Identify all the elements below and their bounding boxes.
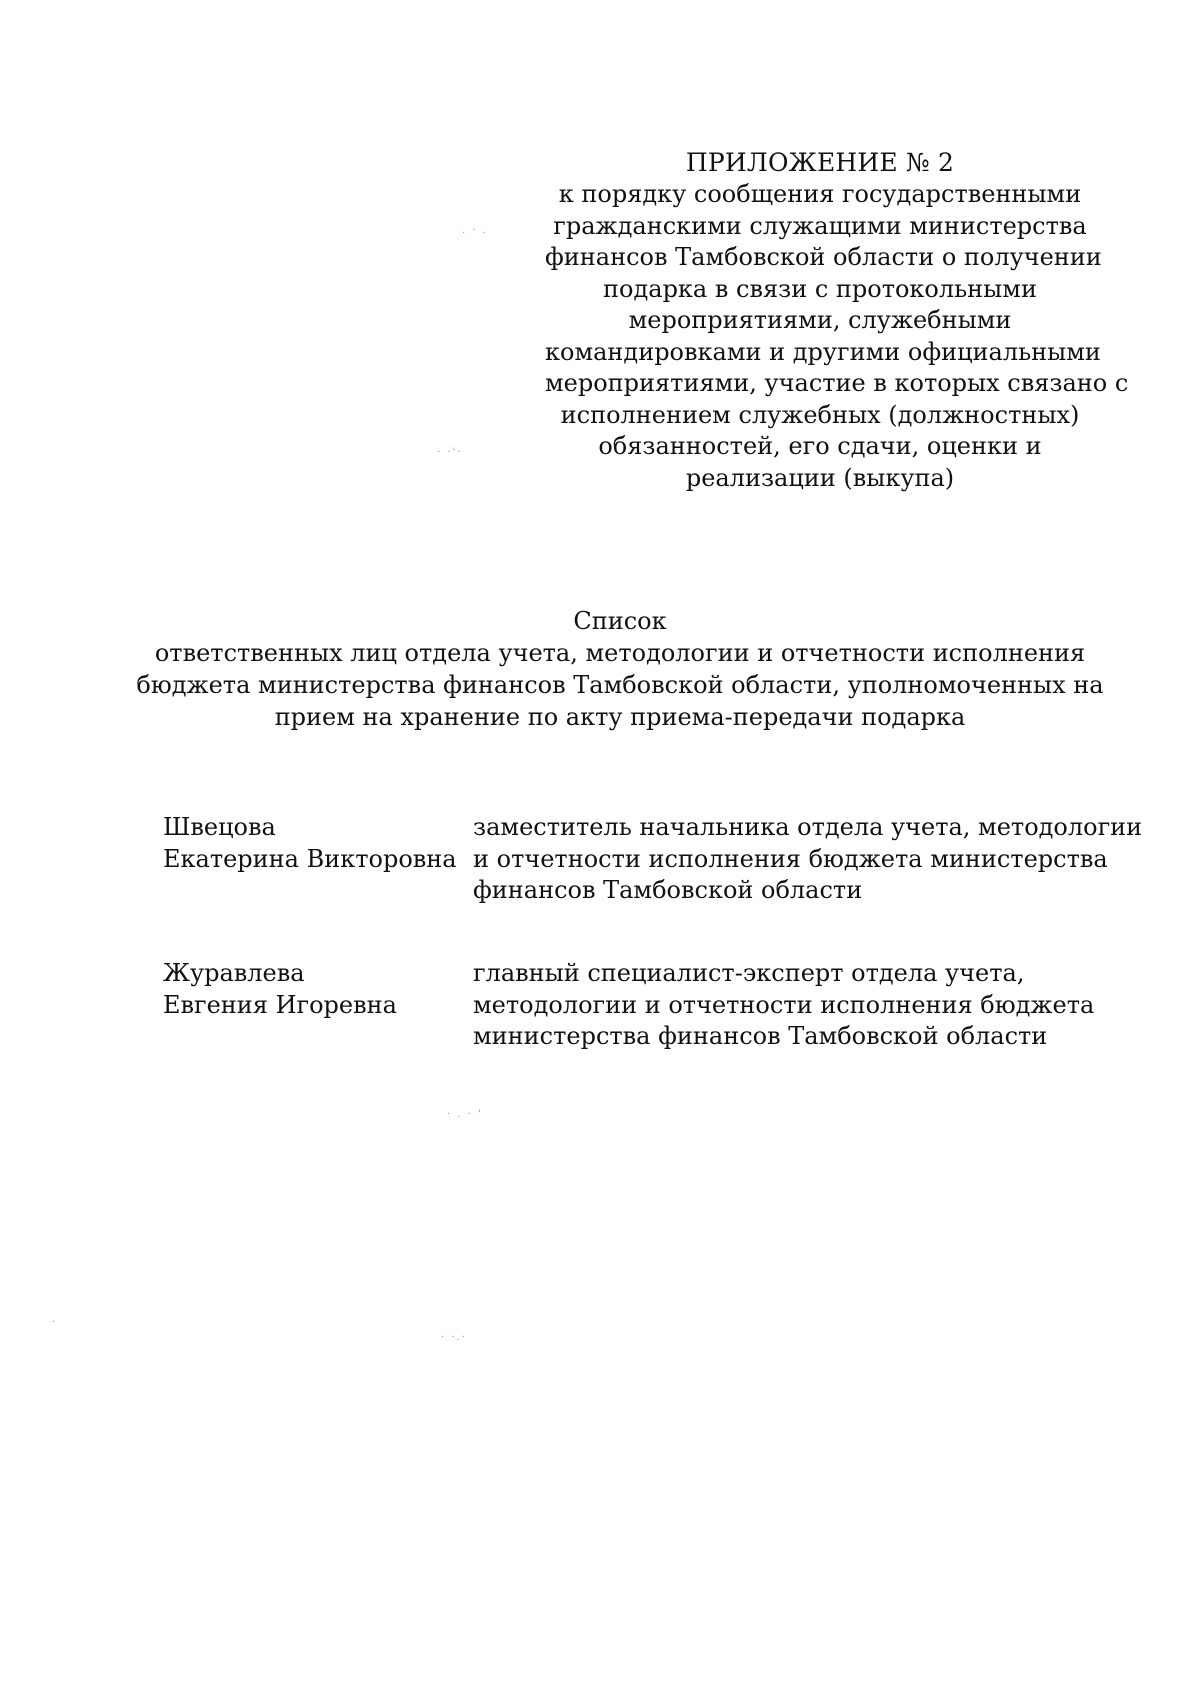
responsible-person-entry [163,958,1103,1068]
person-position [473,958,1103,1053]
appendix-line: к порядку сообщения государственными [558,180,1082,208]
appendix-line: гражданскими служащими министерства [553,211,1087,240]
scan-speck: · ·.· [441,1332,467,1343]
appendix-line: мероприятиями, участие в которых связано с [545,369,1129,397]
list-heading-line: бюджета министерства финансов Тамбовской области, уполномоченных на [136,671,1104,699]
appendix-title: ПРИЛОЖЕНИЕ № 2 [685,148,955,177]
person-given-names: Евгения Игоревна [163,990,397,1019]
position-line: заместитель начальника отдела учета, методологии [473,813,1143,841]
appendix-line: командировками и другими официальными [545,337,1101,366]
scan-speck: · ·'· [437,447,463,458]
appendix-line: реализации (выкупа) [685,463,955,492]
list-heading [120,605,1120,733]
person-position [473,812,1143,907]
appendix-line: мероприятиями, служебными [628,306,1012,334]
appendix-line: подарка в связи с протокольными [603,274,1037,303]
scan-speck: · . · ' [447,1109,483,1120]
appendix-line: исполнением служебных (должностных) [560,400,1080,429]
list-heading-line: ответственных лиц отдела учета, методологии и отчетности исполнения [154,639,1086,667]
person-surname: Журавлева [163,959,305,987]
person-surname: Швецова [163,813,276,841]
scan-speck: . · . [462,225,488,236]
position-line: министерства финансов Тамбовской области [473,1022,1048,1050]
position-line: главный специалист-эксперт отдела учета, [473,959,1025,987]
responsible-person-entry [163,812,1143,922]
scan-speck: · [52,1317,58,1328]
appendix-header [545,147,1129,494]
list-heading-line: прием на хранение по акту приема-передачи подарка [274,703,966,731]
position-line: методологии и отчетности исполнения бюджета [473,990,1095,1019]
position-line: и отчетности исполнения бюджета министерства [473,844,1108,873]
position-line: финансов Тамбовской области [473,876,863,904]
person-name [163,958,463,1021]
list-title: Список [573,607,667,635]
person-given-names: Екатерина Викторовна [163,844,457,873]
appendix-line: финансов Тамбовской области о получении [545,243,1102,271]
appendix-line: обязанностей, его сдачи, оценки и [598,432,1042,460]
person-name [163,812,463,875]
